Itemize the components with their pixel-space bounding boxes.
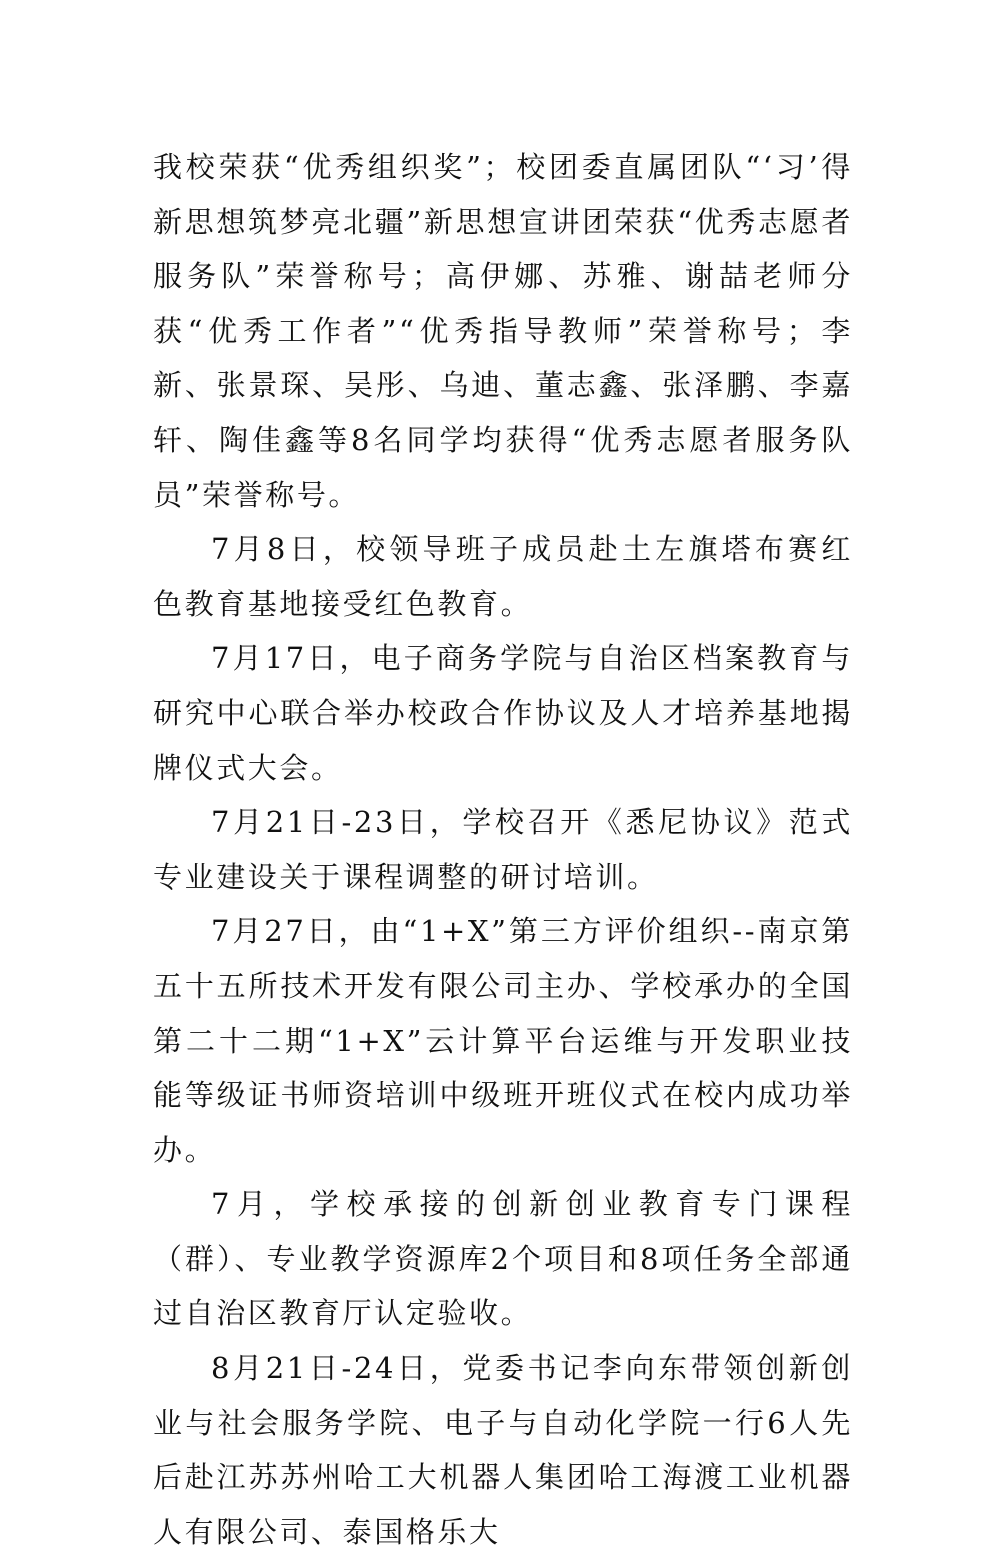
paragraph-august-21-24: 8月21日-24日，党委书记李向东带领创新创业与社会服务学院、电子与自动化学院一行6人先后赴江苏苏州哈工大机器人集团哈工海渡工业机器人有限公司、泰国格乐大: [153, 1351, 853, 1549]
paragraph-july-27: 7月27日，由“1+X”第三方评价组织--南京第五十五所技术开发有限公司主办、学校承办的全国第二十二期“1+X”云计算平台运维与开发职业技能等级证书师资培训中级班开班仪式在校内成功举办。: [153, 914, 853, 1167]
paragraph-july-17: 7月17日，电子商务学院与自治区档案教育与研究中心联合举办校政合作协议及人才培养基地揭牌仪式大会。: [153, 641, 853, 785]
paragraph-july-8: 7月8日，校领导班子成员赴土左旗塔布赛红色教育基地接受红色教育。: [153, 532, 853, 621]
paragraph-july: 7月，学校承接的创新创业教育专门课程（群）、专业教学资源库2个项目和8项任务全部通过自治区教育厅认定验收。: [153, 1187, 853, 1331]
paragraph-awards-continued: 我校荣获“优秀组织奖”；校团委直属团队“‘习’得新思想筑梦亮北疆”新思想宣讲团荣获“优秀志愿者服务队”荣誉称号；高伊娜、苏雅、谢喆老师分获“优秀工作者”“优秀指导教师”荣誉称号；李新、张景琛、吴彤、乌迪、董志鑫、张泽鹏、李嘉轩、陶佳鑫等8名同学均获得“优秀志愿者服务队员”荣誉称号。: [153, 150, 853, 512]
document-body: [153, 140, 853, 1559]
paragraph-july-21-23: 7月21日-23日，学校召开《悉尼协议》范式专业建设关于课程调整的研讨培训。: [153, 805, 853, 894]
